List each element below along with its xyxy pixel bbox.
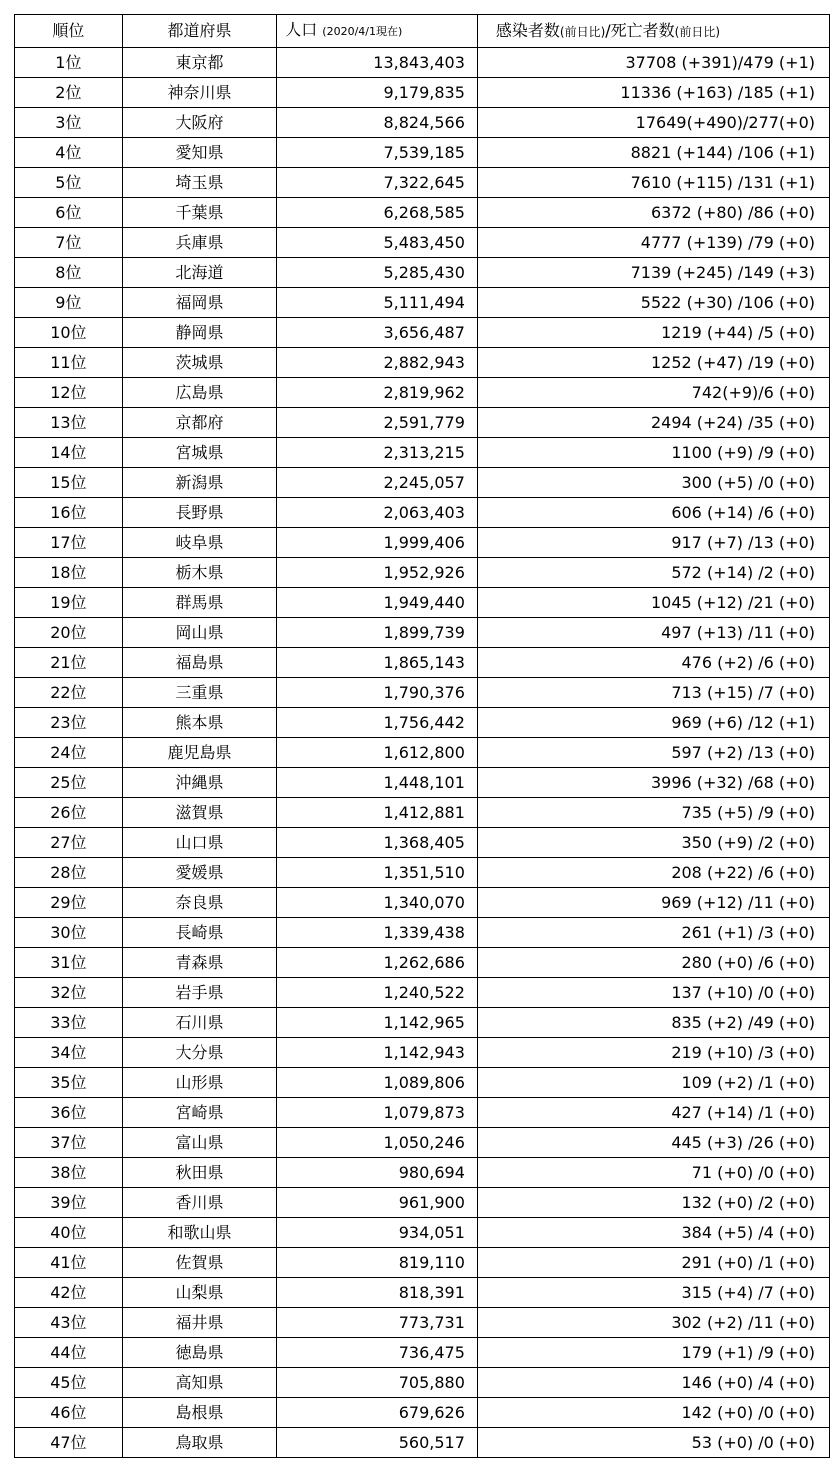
rank-cell: 17位 bbox=[15, 528, 123, 558]
prefecture-cell: 高知県 bbox=[122, 1368, 276, 1398]
prefecture-cell: 福岡県 bbox=[122, 288, 276, 318]
cases-cell: 4777 (+139) /79 (+0) bbox=[477, 228, 829, 258]
population-cell: 1,448,101 bbox=[277, 768, 478, 798]
header-prefecture: 都道府県 bbox=[122, 15, 276, 48]
prefecture-cell: 宮城県 bbox=[122, 438, 276, 468]
cases-cell: 132 (+0) /2 (+0) bbox=[477, 1188, 829, 1218]
table-row bbox=[15, 408, 830, 438]
header-population-label: 人口 bbox=[285, 20, 318, 39]
rank-cell: 38位 bbox=[15, 1158, 123, 1188]
cases-cell: 17649(+490)/277(+0) bbox=[477, 108, 829, 138]
rank-cell: 30位 bbox=[15, 918, 123, 948]
cases-cell: 969 (+12) /11 (+0) bbox=[477, 888, 829, 918]
table-row bbox=[15, 378, 830, 408]
population-cell: 1,949,440 bbox=[277, 588, 478, 618]
table-row bbox=[15, 528, 830, 558]
table-row bbox=[15, 108, 830, 138]
prefecture-cell: 宮崎県 bbox=[122, 1098, 276, 1128]
rank-cell: 6位 bbox=[15, 198, 123, 228]
prefecture-cell: 島根県 bbox=[122, 1398, 276, 1428]
population-cell: 9,179,835 bbox=[277, 78, 478, 108]
cases-cell: 497 (+13) /11 (+0) bbox=[477, 618, 829, 648]
prefecture-cell: 岐阜県 bbox=[122, 528, 276, 558]
rank-cell: 10位 bbox=[15, 318, 123, 348]
population-cell: 961,900 bbox=[277, 1188, 478, 1218]
population-cell: 2,313,215 bbox=[277, 438, 478, 468]
rank-cell: 18位 bbox=[15, 558, 123, 588]
population-cell: 934,051 bbox=[277, 1218, 478, 1248]
rank-cell: 31位 bbox=[15, 948, 123, 978]
prefecture-cell: 静岡県 bbox=[122, 318, 276, 348]
table-row bbox=[15, 1158, 830, 1188]
table-row bbox=[15, 258, 830, 288]
cases-cell: 742(+9)/6 (+0) bbox=[477, 378, 829, 408]
rank-cell: 20位 bbox=[15, 618, 123, 648]
cases-cell: 37708 (+391)/479 (+1) bbox=[477, 48, 829, 78]
population-cell: 773,731 bbox=[277, 1308, 478, 1338]
rank-cell: 5位 bbox=[15, 168, 123, 198]
population-cell: 705,880 bbox=[277, 1368, 478, 1398]
header-row bbox=[15, 15, 830, 48]
table-row bbox=[15, 438, 830, 468]
population-cell: 7,539,185 bbox=[277, 138, 478, 168]
table-row bbox=[15, 1188, 830, 1218]
rank-cell: 11位 bbox=[15, 348, 123, 378]
cases-cell: 146 (+0) /4 (+0) bbox=[477, 1368, 829, 1398]
cases-cell: 53 (+0) /0 (+0) bbox=[477, 1428, 829, 1458]
table-row bbox=[15, 1098, 830, 1128]
rank-cell: 24位 bbox=[15, 738, 123, 768]
cases-cell: 969 (+6) /12 (+1) bbox=[477, 708, 829, 738]
cases-cell: 142 (+0) /0 (+0) bbox=[477, 1398, 829, 1428]
population-cell: 2,882,943 bbox=[277, 348, 478, 378]
prefecture-cell: 大阪府 bbox=[122, 108, 276, 138]
population-cell: 1,351,510 bbox=[277, 858, 478, 888]
table-row bbox=[15, 678, 830, 708]
rank-cell: 33位 bbox=[15, 1008, 123, 1038]
table-row bbox=[15, 888, 830, 918]
rank-cell: 22位 bbox=[15, 678, 123, 708]
rank-cell: 4位 bbox=[15, 138, 123, 168]
cases-cell: 302 (+2) /11 (+0) bbox=[477, 1308, 829, 1338]
cases-cell: 8821 (+144) /106 (+1) bbox=[477, 138, 829, 168]
population-cell: 1,089,806 bbox=[277, 1068, 478, 1098]
prefecture-cell: 東京都 bbox=[122, 48, 276, 78]
table-row bbox=[15, 1338, 830, 1368]
population-cell: 1,612,800 bbox=[277, 738, 478, 768]
population-cell: 3,656,487 bbox=[277, 318, 478, 348]
population-cell: 1,952,926 bbox=[277, 558, 478, 588]
population-cell: 5,111,494 bbox=[277, 288, 478, 318]
header-cases bbox=[477, 15, 829, 48]
population-cell: 1,899,739 bbox=[277, 618, 478, 648]
prefecture-cell: 北海道 bbox=[122, 258, 276, 288]
table-row bbox=[15, 168, 830, 198]
cases-cell: 137 (+10) /0 (+0) bbox=[477, 978, 829, 1008]
population-cell: 1,790,376 bbox=[277, 678, 478, 708]
table-row bbox=[15, 1398, 830, 1428]
prefecture-cell: 岩手県 bbox=[122, 978, 276, 1008]
table-row bbox=[15, 1308, 830, 1338]
cases-cell: 219 (+10) /3 (+0) bbox=[477, 1038, 829, 1068]
cases-cell: 350 (+9) /2 (+0) bbox=[477, 828, 829, 858]
population-cell: 1,999,406 bbox=[277, 528, 478, 558]
population-cell: 980,694 bbox=[277, 1158, 478, 1188]
prefecture-cell: 和歌山県 bbox=[122, 1218, 276, 1248]
cases-cell: 1219 (+44) /5 (+0) bbox=[477, 318, 829, 348]
table-row bbox=[15, 288, 830, 318]
rank-cell: 32位 bbox=[15, 978, 123, 1008]
rank-cell: 35位 bbox=[15, 1068, 123, 1098]
prefecture-cell: 秋田県 bbox=[122, 1158, 276, 1188]
header-cases-label: 感染者数 bbox=[495, 20, 560, 40]
population-cell: 736,475 bbox=[277, 1338, 478, 1368]
prefecture-cell: 千葉県 bbox=[122, 198, 276, 228]
prefecture-cell: 福島県 bbox=[122, 648, 276, 678]
rank-cell: 26位 bbox=[15, 798, 123, 828]
prefecture-cell: 山口県 bbox=[122, 828, 276, 858]
prefecture-cell: 鳥取県 bbox=[122, 1428, 276, 1458]
prefecture-cell: 滋賀県 bbox=[122, 798, 276, 828]
population-cell: 1,865,143 bbox=[277, 648, 478, 678]
rank-cell: 7位 bbox=[15, 228, 123, 258]
cases-cell: 315 (+4) /7 (+0) bbox=[477, 1278, 829, 1308]
prefecture-cell: 富山県 bbox=[122, 1128, 276, 1158]
table-row bbox=[15, 1248, 830, 1278]
cases-cell: 109 (+2) /1 (+0) bbox=[477, 1068, 829, 1098]
cases-cell: 11336 (+163) /185 (+1) bbox=[477, 78, 829, 108]
cases-cell: 71 (+0) /0 (+0) bbox=[477, 1158, 829, 1188]
table-row bbox=[15, 348, 830, 378]
table-row bbox=[15, 978, 830, 1008]
rank-cell: 34位 bbox=[15, 1038, 123, 1068]
table-row bbox=[15, 948, 830, 978]
rank-cell: 43位 bbox=[15, 1308, 123, 1338]
prefecture-cell: 徳島県 bbox=[122, 1338, 276, 1368]
population-cell: 1,050,246 bbox=[277, 1128, 478, 1158]
table-row bbox=[15, 1068, 830, 1098]
cases-cell: 427 (+14) /1 (+0) bbox=[477, 1098, 829, 1128]
header-deaths-label: /死亡者数 bbox=[605, 20, 675, 40]
rank-cell: 14位 bbox=[15, 438, 123, 468]
population-cell: 1,079,873 bbox=[277, 1098, 478, 1128]
header-population-note: (2020/4/1現在) bbox=[322, 25, 403, 38]
cases-cell: 7610 (+115) /131 (+1) bbox=[477, 168, 829, 198]
header-deaths-note: (前日比) bbox=[674, 24, 721, 39]
table-row bbox=[15, 828, 830, 858]
population-cell: 2,819,962 bbox=[277, 378, 478, 408]
population-cell: 2,063,403 bbox=[277, 498, 478, 528]
table-row bbox=[15, 558, 830, 588]
table-row bbox=[15, 738, 830, 768]
table-row bbox=[15, 648, 830, 678]
table-row bbox=[15, 768, 830, 798]
prefecture-cell: 岡山県 bbox=[122, 618, 276, 648]
table-row bbox=[15, 138, 830, 168]
prefecture-cell: 愛知県 bbox=[122, 138, 276, 168]
cases-cell: 606 (+14) /6 (+0) bbox=[477, 498, 829, 528]
rank-cell: 13位 bbox=[15, 408, 123, 438]
prefecture-cell: 茨城県 bbox=[122, 348, 276, 378]
cases-cell: 572 (+14) /2 (+0) bbox=[477, 558, 829, 588]
rank-cell: 46位 bbox=[15, 1398, 123, 1428]
prefecture-cell: 熊本県 bbox=[122, 708, 276, 738]
prefecture-cell: 新潟県 bbox=[122, 468, 276, 498]
cases-cell: 5522 (+30) /106 (+0) bbox=[477, 288, 829, 318]
population-cell: 1,142,943 bbox=[277, 1038, 478, 1068]
rank-cell: 37位 bbox=[15, 1128, 123, 1158]
rank-cell: 40位 bbox=[15, 1218, 123, 1248]
table-row bbox=[15, 588, 830, 618]
rank-cell: 16位 bbox=[15, 498, 123, 528]
rank-cell: 45位 bbox=[15, 1368, 123, 1398]
population-cell: 2,591,779 bbox=[277, 408, 478, 438]
population-cell: 13,843,403 bbox=[277, 48, 478, 78]
table-row bbox=[15, 1428, 830, 1458]
prefecture-cell: 群馬県 bbox=[122, 588, 276, 618]
cases-cell: 6372 (+80) /86 (+0) bbox=[477, 198, 829, 228]
table-row bbox=[15, 228, 830, 258]
rank-cell: 47位 bbox=[15, 1428, 123, 1458]
prefecture-cell: 青森県 bbox=[122, 948, 276, 978]
population-cell: 1,340,070 bbox=[277, 888, 478, 918]
population-cell: 1,262,686 bbox=[277, 948, 478, 978]
prefecture-cell: 愛媛県 bbox=[122, 858, 276, 888]
rank-cell: 19位 bbox=[15, 588, 123, 618]
header-cases-note: (前日比) bbox=[559, 24, 606, 39]
prefecture-cell: 大分県 bbox=[122, 1038, 276, 1068]
rank-cell: 36位 bbox=[15, 1098, 123, 1128]
prefecture-cell: 京都府 bbox=[122, 408, 276, 438]
prefecture-cell: 埼玉県 bbox=[122, 168, 276, 198]
table-row bbox=[15, 318, 830, 348]
cases-cell: 7139 (+245) /149 (+3) bbox=[477, 258, 829, 288]
table-row bbox=[15, 1368, 830, 1398]
rank-cell: 41位 bbox=[15, 1248, 123, 1278]
prefecture-cell: 佐賀県 bbox=[122, 1248, 276, 1278]
table-row bbox=[15, 1038, 830, 1068]
table-row bbox=[15, 858, 830, 888]
cases-cell: 1045 (+12) /21 (+0) bbox=[477, 588, 829, 618]
rank-cell: 2位 bbox=[15, 78, 123, 108]
prefecture-cell: 神奈川県 bbox=[122, 78, 276, 108]
population-cell: 560,517 bbox=[277, 1428, 478, 1458]
rank-cell: 8位 bbox=[15, 258, 123, 288]
prefecture-cell: 兵庫県 bbox=[122, 228, 276, 258]
prefecture-cell: 長崎県 bbox=[122, 918, 276, 948]
prefecture-cell: 鹿児島県 bbox=[122, 738, 276, 768]
table-body bbox=[15, 48, 830, 1458]
table-row bbox=[15, 498, 830, 528]
population-cell: 8,824,566 bbox=[277, 108, 478, 138]
rank-cell: 23位 bbox=[15, 708, 123, 738]
population-cell: 2,245,057 bbox=[277, 468, 478, 498]
population-cell: 6,268,585 bbox=[277, 198, 478, 228]
prefecture-cell: 広島県 bbox=[122, 378, 276, 408]
rank-cell: 29位 bbox=[15, 888, 123, 918]
population-cell: 1,339,438 bbox=[277, 918, 478, 948]
prefecture-cell: 奈良県 bbox=[122, 888, 276, 918]
header-population bbox=[277, 15, 478, 48]
cases-cell: 835 (+2) /49 (+0) bbox=[477, 1008, 829, 1038]
prefecture-cell: 長野県 bbox=[122, 498, 276, 528]
population-cell: 818,391 bbox=[277, 1278, 478, 1308]
prefecture-cell: 山梨県 bbox=[122, 1278, 276, 1308]
rank-cell: 21位 bbox=[15, 648, 123, 678]
cases-cell: 597 (+2) /13 (+0) bbox=[477, 738, 829, 768]
cases-cell: 300 (+5) /0 (+0) bbox=[477, 468, 829, 498]
rank-cell: 25位 bbox=[15, 768, 123, 798]
cases-cell: 280 (+0) /6 (+0) bbox=[477, 948, 829, 978]
prefecture-cell: 栃木県 bbox=[122, 558, 276, 588]
header-rank: 順位 bbox=[15, 15, 123, 48]
table-row bbox=[15, 198, 830, 228]
population-cell: 7,322,645 bbox=[277, 168, 478, 198]
cases-cell: 917 (+7) /13 (+0) bbox=[477, 528, 829, 558]
cases-cell: 179 (+1) /9 (+0) bbox=[477, 1338, 829, 1368]
population-cell: 819,110 bbox=[277, 1248, 478, 1278]
population-cell: 5,285,430 bbox=[277, 258, 478, 288]
prefecture-cell: 三重県 bbox=[122, 678, 276, 708]
rank-cell: 39位 bbox=[15, 1188, 123, 1218]
rank-cell: 28位 bbox=[15, 858, 123, 888]
rank-cell: 27位 bbox=[15, 828, 123, 858]
table-row bbox=[15, 468, 830, 498]
population-cell: 679,626 bbox=[277, 1398, 478, 1428]
population-cell: 1,412,881 bbox=[277, 798, 478, 828]
cases-cell: 208 (+22) /6 (+0) bbox=[477, 858, 829, 888]
prefecture-cell: 香川県 bbox=[122, 1188, 276, 1218]
prefecture-cell: 福井県 bbox=[122, 1308, 276, 1338]
rank-cell: 3位 bbox=[15, 108, 123, 138]
prefecture-cell: 沖縄県 bbox=[122, 768, 276, 798]
cases-cell: 476 (+2) /6 (+0) bbox=[477, 648, 829, 678]
table-row bbox=[15, 618, 830, 648]
cases-cell: 735 (+5) /9 (+0) bbox=[477, 798, 829, 828]
rank-cell: 12位 bbox=[15, 378, 123, 408]
cases-cell: 291 (+0) /1 (+0) bbox=[477, 1248, 829, 1278]
table-row bbox=[15, 1278, 830, 1308]
table-row bbox=[15, 918, 830, 948]
table-row bbox=[15, 1218, 830, 1248]
cases-cell: 1252 (+47) /19 (+0) bbox=[477, 348, 829, 378]
population-cell: 1,240,522 bbox=[277, 978, 478, 1008]
cases-cell: 384 (+5) /4 (+0) bbox=[477, 1218, 829, 1248]
table-row bbox=[15, 1128, 830, 1158]
population-cell: 1,142,965 bbox=[277, 1008, 478, 1038]
rank-cell: 9位 bbox=[15, 288, 123, 318]
prefecture-table bbox=[14, 14, 830, 1458]
rank-cell: 15位 bbox=[15, 468, 123, 498]
cases-cell: 3996 (+32) /68 (+0) bbox=[477, 768, 829, 798]
table-row bbox=[15, 48, 830, 78]
table-row bbox=[15, 798, 830, 828]
rank-cell: 1位 bbox=[15, 48, 123, 78]
cases-cell: 713 (+15) /7 (+0) bbox=[477, 678, 829, 708]
population-cell: 1,756,442 bbox=[277, 708, 478, 738]
cases-cell: 445 (+3) /26 (+0) bbox=[477, 1128, 829, 1158]
rank-cell: 42位 bbox=[15, 1278, 123, 1308]
table-row bbox=[15, 708, 830, 738]
prefecture-cell: 山形県 bbox=[122, 1068, 276, 1098]
prefecture-cell: 石川県 bbox=[122, 1008, 276, 1038]
population-cell: 5,483,450 bbox=[277, 228, 478, 258]
cases-cell: 261 (+1) /3 (+0) bbox=[477, 918, 829, 948]
rank-cell: 44位 bbox=[15, 1338, 123, 1368]
cases-cell: 1100 (+9) /9 (+0) bbox=[477, 438, 829, 468]
cases-cell: 2494 (+24) /35 (+0) bbox=[477, 408, 829, 438]
population-cell: 1,368,405 bbox=[277, 828, 478, 858]
table-row bbox=[15, 78, 830, 108]
table-row bbox=[15, 1008, 830, 1038]
